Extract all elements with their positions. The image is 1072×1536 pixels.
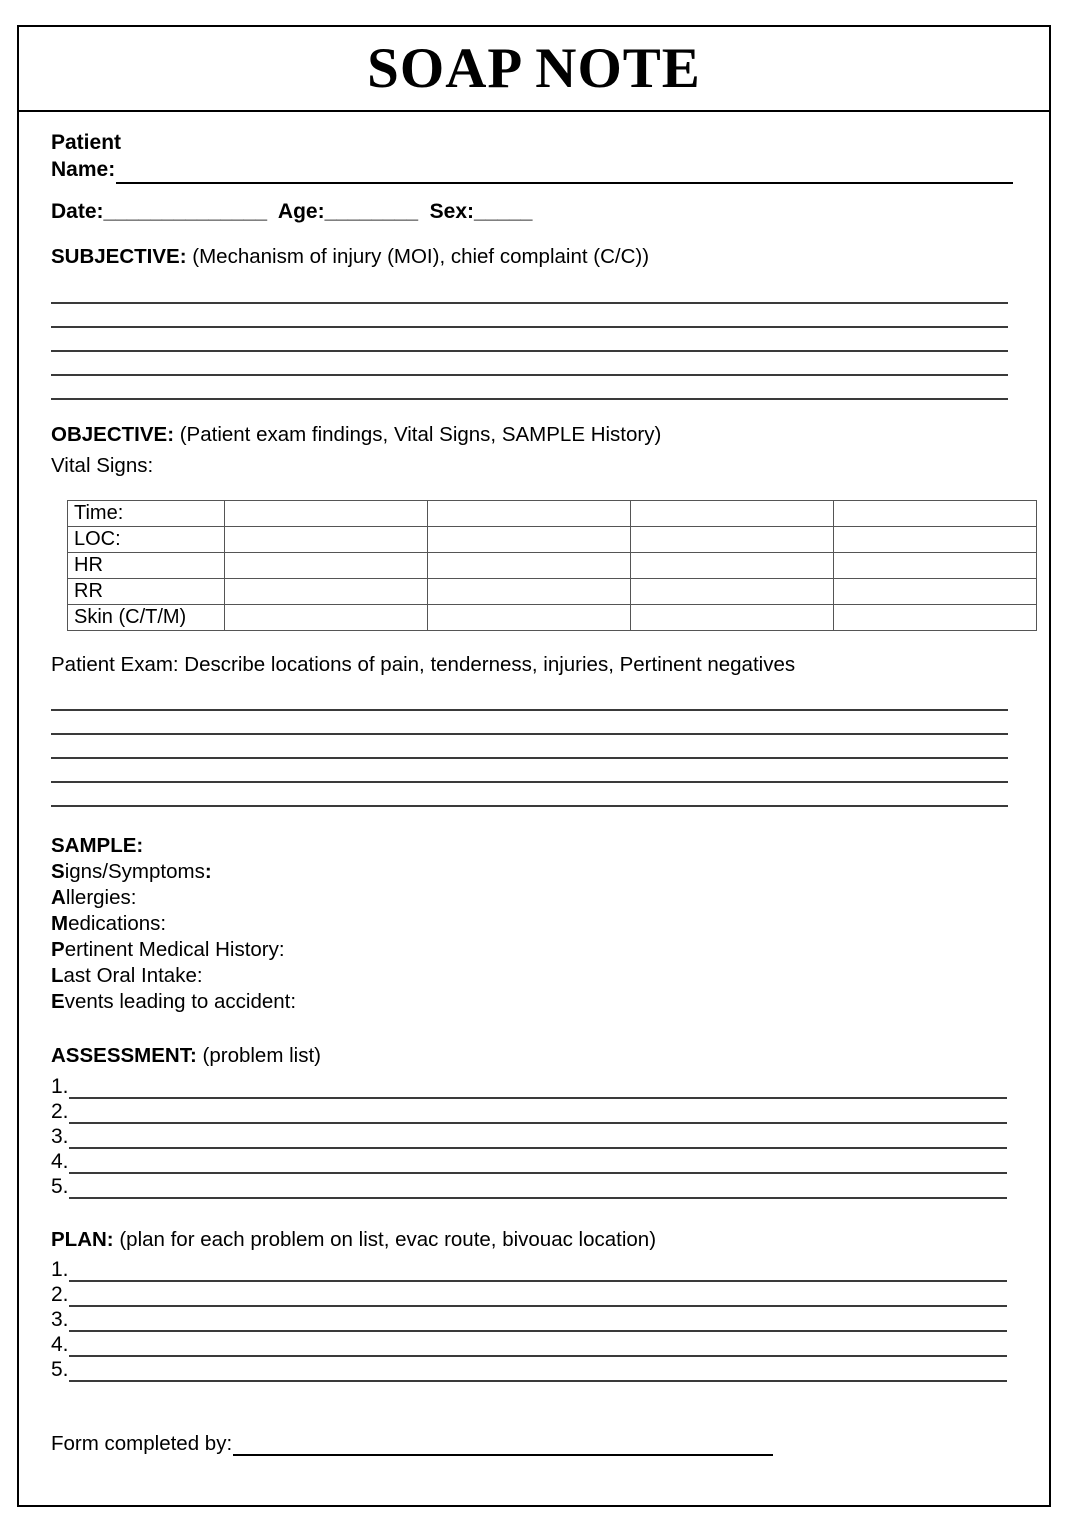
list-number: 4.: [51, 1333, 69, 1357]
plan-list: [51, 1257, 1019, 1382]
patient-exam-label: Patient Exam: Describe locations of pain, tenderness, injuries, Pertinent negatives: [51, 652, 796, 676]
patient-name-input[interactable]: [116, 162, 1013, 184]
objective-description: (Patient exam findings, Vital Signs, SAMPLE History): [174, 423, 662, 447]
list-number: 1.: [51, 1074, 69, 1098]
patient-name-row: [51, 157, 1019, 184]
assessment-description: (problem list): [196, 1043, 321, 1067]
list-number: 5.: [51, 1358, 69, 1382]
list-number: 5.: [51, 1174, 69, 1198]
patient-name-block: [51, 130, 1019, 184]
list-number: 1.: [51, 1258, 69, 1282]
spacer: [51, 1015, 1019, 1043]
vitals-cell[interactable]: [428, 526, 631, 552]
vital-signs-table: [67, 500, 1037, 631]
sample-colon: :: [290, 989, 297, 1013]
sample-colon: :: [278, 937, 285, 961]
plan-description: (plan for each problem on list, evac route, bivouac location): [113, 1227, 657, 1251]
sample-initial: P: [51, 937, 65, 961]
spacer: [51, 1199, 1019, 1227]
vitals-cell[interactable]: [631, 552, 834, 578]
plan-input[interactable]: [69, 1313, 1007, 1332]
list-number: 3.: [51, 1308, 69, 1332]
sample-rest: igns/Symptoms: [64, 859, 205, 883]
list-item[interactable]: [51, 1149, 1019, 1174]
list-item[interactable]: [51, 1332, 1019, 1357]
list-number: 4.: [51, 1149, 69, 1173]
sample-rest: vents leading to accident: [64, 989, 291, 1013]
plan-heading: [51, 1227, 1019, 1254]
vitals-cell[interactable]: [225, 500, 428, 526]
form-completed-by-label: Form completed by:: [51, 1432, 233, 1456]
assessment-input[interactable]: [69, 1180, 1007, 1199]
vitals-cell[interactable]: [428, 500, 631, 526]
table-row: [68, 578, 1037, 604]
write-line[interactable]: [51, 735, 1008, 759]
sample-item-last-oral-intake: [51, 963, 1019, 989]
vitals-cell[interactable]: [631, 604, 834, 630]
sample-item-medications: [51, 911, 1019, 937]
subjective-description: (Mechanism of injury (MOI), chief complaint (C/C)): [186, 244, 650, 268]
sample-item-pertinent-medical-history: [51, 937, 1019, 963]
vitals-cell[interactable]: [428, 604, 631, 630]
write-line[interactable]: [51, 711, 1008, 735]
sample-initial: M: [51, 911, 69, 935]
list-item[interactable]: [51, 1174, 1019, 1199]
plan-input[interactable]: [69, 1263, 1007, 1282]
vitals-cell[interactable]: [225, 578, 428, 604]
row-label: Time:: [68, 500, 225, 526]
sample-rest: edications: [68, 911, 161, 935]
list-item[interactable]: [51, 1307, 1019, 1332]
row-label: Skin (C/T/M): [68, 604, 225, 630]
sample-initial: E: [51, 989, 65, 1013]
patient-exam-write-area[interactable]: [51, 687, 1019, 807]
list-item[interactable]: [51, 1282, 1019, 1307]
patient-name-label-line2: Name:: [51, 157, 116, 181]
vitals-cell[interactable]: [428, 552, 631, 578]
title-band: [19, 27, 1049, 112]
sample-colon: :: [160, 911, 167, 935]
write-line[interactable]: [51, 687, 1008, 711]
list-item[interactable]: [51, 1257, 1019, 1282]
row-label: HR: [68, 552, 225, 578]
sample-rest: ast Oral Intake: [63, 963, 197, 987]
objective-heading: [51, 422, 1019, 449]
form-completed-by-input[interactable]: [233, 1438, 773, 1456]
assessment-heading: [51, 1043, 1019, 1070]
write-line[interactable]: [51, 352, 1008, 376]
sample-item-events-leading-to-accident: [51, 989, 1019, 1015]
write-line[interactable]: [51, 328, 1008, 352]
table-row: [68, 500, 1037, 526]
plan-label: PLAN:: [51, 1227, 114, 1251]
vitals-cell[interactable]: [834, 604, 1037, 630]
row-label: RR: [68, 578, 225, 604]
subjective-write-area[interactable]: [51, 280, 1019, 400]
assessment-input[interactable]: [69, 1080, 1007, 1099]
sample-colon: :: [204, 859, 212, 883]
sample-initial: S: [51, 859, 65, 883]
table-row: [68, 604, 1037, 630]
sample-colon: :: [130, 885, 137, 909]
form-page: [17, 25, 1051, 1507]
sample-initial: A: [51, 885, 66, 909]
plan-input[interactable]: [69, 1363, 1007, 1382]
objective-label: OBJECTIVE:: [51, 423, 175, 447]
write-line[interactable]: [51, 783, 1008, 807]
list-item[interactable]: [51, 1124, 1019, 1149]
assessment-input[interactable]: [69, 1105, 1007, 1124]
write-line[interactable]: [51, 304, 1008, 328]
list-number: 2.: [51, 1099, 69, 1123]
page-title: SOAP NOTE: [367, 37, 701, 100]
vitals-cell[interactable]: [225, 526, 428, 552]
sample-rest: llergies: [65, 885, 131, 909]
list-item[interactable]: [51, 1074, 1019, 1099]
write-line[interactable]: [51, 280, 1008, 304]
form-completed-by-row: [51, 1432, 1019, 1456]
assessment-input[interactable]: [69, 1130, 1007, 1149]
list-number: 2.: [51, 1283, 69, 1307]
plan-input[interactable]: [69, 1338, 1007, 1357]
assessment-list: [51, 1074, 1019, 1199]
subjective-heading: [51, 244, 1019, 271]
write-line[interactable]: [51, 376, 1008, 400]
list-item[interactable]: [51, 1099, 1019, 1124]
list-item[interactable]: [51, 1357, 1019, 1382]
sample-rest: ertinent Medical History: [64, 937, 279, 961]
vitals-cell[interactable]: [834, 578, 1037, 604]
vitals-cell[interactable]: [834, 526, 1037, 552]
write-line[interactable]: [51, 759, 1008, 783]
date-age-sex-row[interactable]: Date:______________ Age:________ Sex:_____: [51, 199, 533, 223]
sample-block: [51, 833, 1019, 1015]
vitals-cell[interactable]: [225, 552, 428, 578]
vitals-cell[interactable]: [631, 526, 834, 552]
form-body: [19, 112, 1049, 1456]
row-label: LOC:: [68, 526, 225, 552]
assessment-input[interactable]: [69, 1155, 1007, 1174]
vitals-cell[interactable]: [631, 578, 834, 604]
sample-initial: L: [51, 963, 64, 987]
sample-item-allergies: [51, 885, 1019, 911]
assessment-label: ASSESSMENT:: [51, 1043, 197, 1067]
vitals-cell[interactable]: [631, 500, 834, 526]
list-number: 3.: [51, 1124, 69, 1148]
vitals-cell[interactable]: [428, 578, 631, 604]
vitals-cell[interactable]: [225, 604, 428, 630]
sample-heading: SAMPLE:: [51, 833, 144, 857]
subjective-label: SUBJECTIVE:: [51, 244, 187, 268]
patient-name-label-line1: Patient: [51, 131, 122, 154]
sample-item-signs-symptoms: [51, 859, 1019, 885]
sample-colon: :: [196, 963, 203, 987]
table-row: [68, 552, 1037, 578]
vitals-cell[interactable]: [834, 552, 1037, 578]
vitals-cell[interactable]: [834, 500, 1037, 526]
vital-signs-table-wrap: [67, 500, 1019, 631]
vital-signs-label: Vital Signs:: [51, 454, 154, 478]
table-row: [68, 526, 1037, 552]
plan-input[interactable]: [69, 1288, 1007, 1307]
